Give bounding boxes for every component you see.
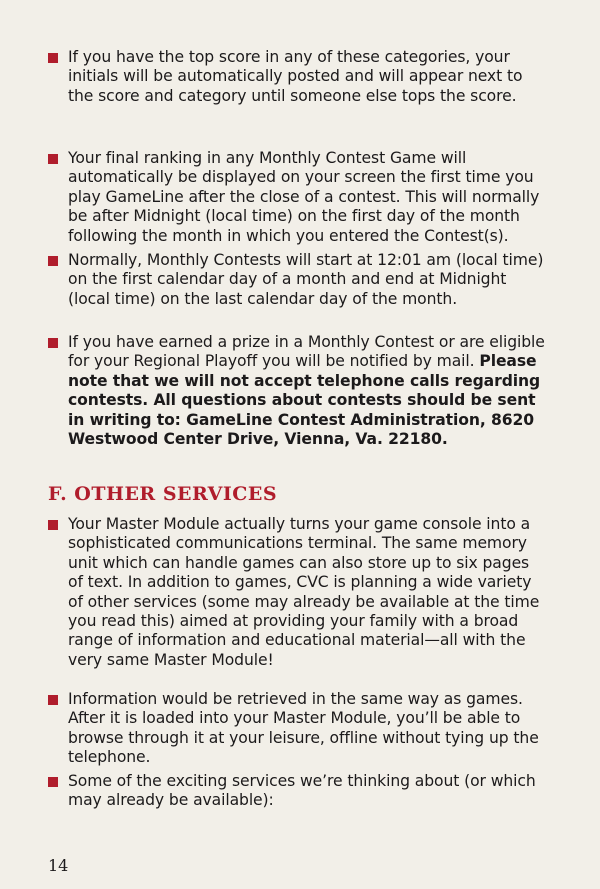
- bullet-plain-text: If you have earned a prize in a Monthly Contest or are eligible for your Regional Playoff you will be notified by mail.: [68, 333, 545, 371]
- bullet-marker: [48, 777, 58, 787]
- bullet-text: If you have the top score in any of these categories, your initials will be automatically posted and will appear next to the score and category until someone else tops the score.: [68, 48, 523, 105]
- bullet-bold-text: Please note that we will not accept telephone calls regarding contests. All questions about contests should be sent in writing to: GameLine Contest Administration, 8620 Westwood Center Drive, Vienna, Va. 22180.: [68, 352, 541, 449]
- section-heading: F. OTHER SERVICES: [48, 483, 278, 505]
- page-number: 14: [48, 856, 69, 875]
- list-item: [48, 690, 548, 768]
- bullet-text: [68, 333, 548, 449]
- bullet-text: Your final ranking in any Monthly Contest Game will automatically be displayed on your screen the first time you play GameLine after the close of a contest. This will normally be after Midnight (local time) on the first day of the month following the month in which you entered the Contest(s).: [68, 149, 540, 245]
- list-item: [48, 251, 548, 309]
- list-item: [48, 149, 548, 246]
- bullet-text: Normally, Monthly Contests will start at 12:01 am (local time) on the first calendar day of a month and end at Midnight (local time) on the last calendar day of the month.: [68, 251, 544, 308]
- list-item: [48, 48, 548, 106]
- bullet-marker: [48, 695, 58, 705]
- list-item: [48, 772, 548, 811]
- bullet-marker: [48, 256, 58, 266]
- bullet-marker: [48, 53, 58, 63]
- list-item: [48, 333, 548, 449]
- bullet-marker: [48, 520, 58, 530]
- bullet-marker: [48, 338, 58, 348]
- bullet-text: Some of the exciting services we’re thinking about (or which may already be available):: [68, 772, 536, 810]
- bullet-text: Information would be retrieved in the same way as games. After it is loaded into your Master Module, you’ll be able to browse through it at your leisure, offline without tying up the telephone.: [68, 690, 539, 767]
- bullet-text: Your Master Module actually turns your game console into a sophisticated communications terminal. The same memory unit which can handle games can also store up to six pages of text. In addition to games, CVC is planning a wide variety of other services (some may already be available at the time you read this) aimed at providing your family with a broad range of information and educational material—all with the very same Master Module!: [68, 515, 540, 669]
- list-item: [48, 515, 548, 670]
- bullet-marker: [48, 154, 58, 164]
